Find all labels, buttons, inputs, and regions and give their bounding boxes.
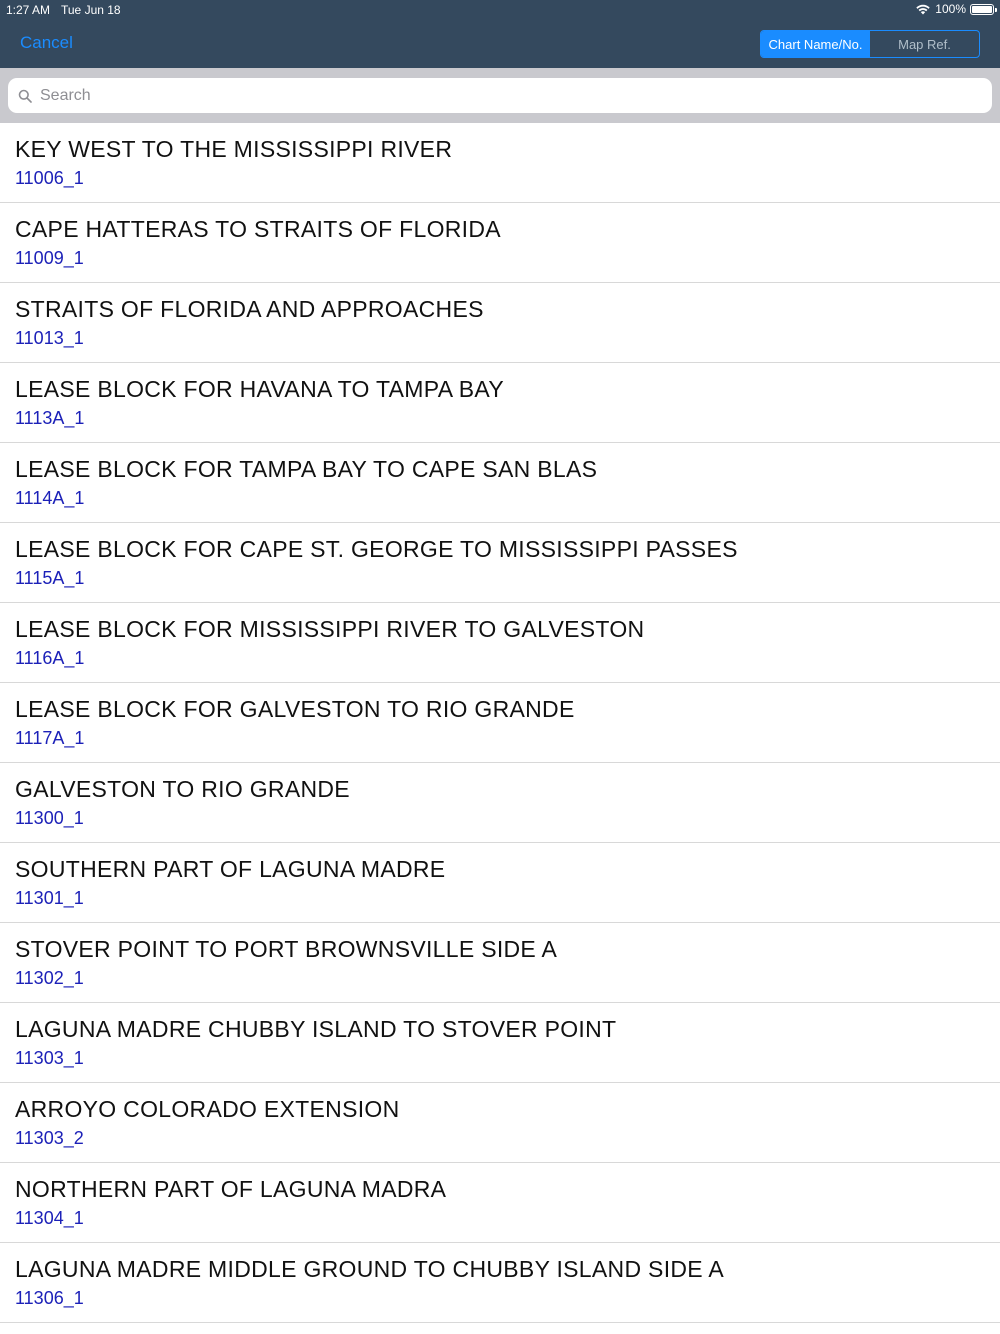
battery-percent: 100% <box>935 2 966 16</box>
chart-number: 11302_1 <box>15 968 84 988</box>
chart-row[interactable] <box>0 763 1000 843</box>
chart-number: 1113A_1 <box>15 408 85 428</box>
chart-row[interactable] <box>0 1163 1000 1243</box>
chart-row[interactable] <box>0 363 1000 443</box>
segment-map-ref[interactable]: Map Ref. <box>898 36 951 52</box>
chart-name: LAGUNA MADRE MIDDLE GROUND TO CHUBBY ISLAND SIDE A <box>15 1256 724 1282</box>
chart-number: 1116A_1 <box>15 648 85 668</box>
chart-name: LAGUNA MADRE CHUBBY ISLAND TO STOVER POINT <box>15 1016 617 1042</box>
navigation-bar <box>0 0 1000 68</box>
chart-row[interactable] <box>0 443 1000 523</box>
chart-name: ARROYO COLORADO EXTENSION <box>15 1096 400 1122</box>
chart-row[interactable] <box>0 123 1000 203</box>
search-field[interactable] <box>8 78 992 113</box>
chart-number: 11301_1 <box>15 888 84 908</box>
chart-number: 11303_2 <box>15 1128 84 1148</box>
chart-name: LEASE BLOCK FOR HAVANA TO TAMPA BAY <box>15 376 504 402</box>
chart-name: LEASE BLOCK FOR CAPE ST. GEORGE TO MISSISSIPPI PASSES <box>15 536 738 562</box>
search-icon <box>18 89 32 103</box>
chart-number: 11306_1 <box>15 1288 84 1308</box>
sort-segmented-control <box>760 30 980 58</box>
chart-number: 1117A_1 <box>15 728 85 748</box>
chart-number: 11300_1 <box>15 808 84 828</box>
chart-row[interactable] <box>0 1083 1000 1163</box>
chart-name: STRAITS OF FLORIDA AND APPROACHES <box>15 296 484 322</box>
search-bar <box>0 68 1000 123</box>
search-input[interactable] <box>38 80 992 112</box>
chart-row[interactable] <box>0 1243 1000 1323</box>
chart-number: 11006_1 <box>15 168 84 188</box>
status-date: Tue Jun 18 <box>61 3 121 17</box>
chart-name: NORTHERN PART OF LAGUNA MADRA <box>15 1176 447 1202</box>
chart-row[interactable] <box>0 523 1000 603</box>
chart-name: LEASE BLOCK FOR MISSISSIPPI RIVER TO GALVESTON <box>15 616 645 642</box>
chart-name: SOUTHERN PART OF LAGUNA MADRE <box>15 856 446 882</box>
chart-row[interactable] <box>0 283 1000 363</box>
chart-row[interactable] <box>0 1003 1000 1083</box>
chart-number: 11009_1 <box>15 248 84 268</box>
chart-name: CAPE HATTERAS TO STRAITS OF FLORIDA <box>15 216 501 242</box>
wifi-icon <box>915 3 931 15</box>
chart-name: GALVESTON TO RIO GRANDE <box>15 776 350 802</box>
chart-number: 11013_1 <box>15 328 84 348</box>
chart-name: LEASE BLOCK FOR GALVESTON TO RIO GRANDE <box>15 696 575 722</box>
status-time: 1:27 AM <box>6 3 51 17</box>
chart-row[interactable] <box>0 843 1000 923</box>
chart-list <box>0 123 1000 1323</box>
chart-name: KEY WEST TO THE MISSISSIPPI RIVER <box>15 136 453 162</box>
segment-chart-name[interactable]: Chart Name/No. <box>761 31 870 57</box>
chart-name: LEASE BLOCK FOR TAMPA BAY TO CAPE SAN BLAS <box>15 456 598 482</box>
chart-name: STOVER POINT TO PORT BROWNSVILLE SIDE A <box>15 936 558 962</box>
status-bar <box>0 0 1000 20</box>
chart-row[interactable] <box>0 203 1000 283</box>
chart-row[interactable] <box>0 923 1000 1003</box>
chart-number: 1115A_1 <box>15 568 85 588</box>
cancel-button[interactable]: Cancel <box>20 33 73 52</box>
battery-icon <box>970 4 994 15</box>
chart-row[interactable] <box>0 683 1000 763</box>
chart-number: 1114A_1 <box>15 488 85 508</box>
chart-number: 11304_1 <box>15 1208 84 1228</box>
chart-row[interactable] <box>0 603 1000 683</box>
chart-number: 11303_1 <box>15 1048 84 1068</box>
status-indicators <box>915 2 994 16</box>
